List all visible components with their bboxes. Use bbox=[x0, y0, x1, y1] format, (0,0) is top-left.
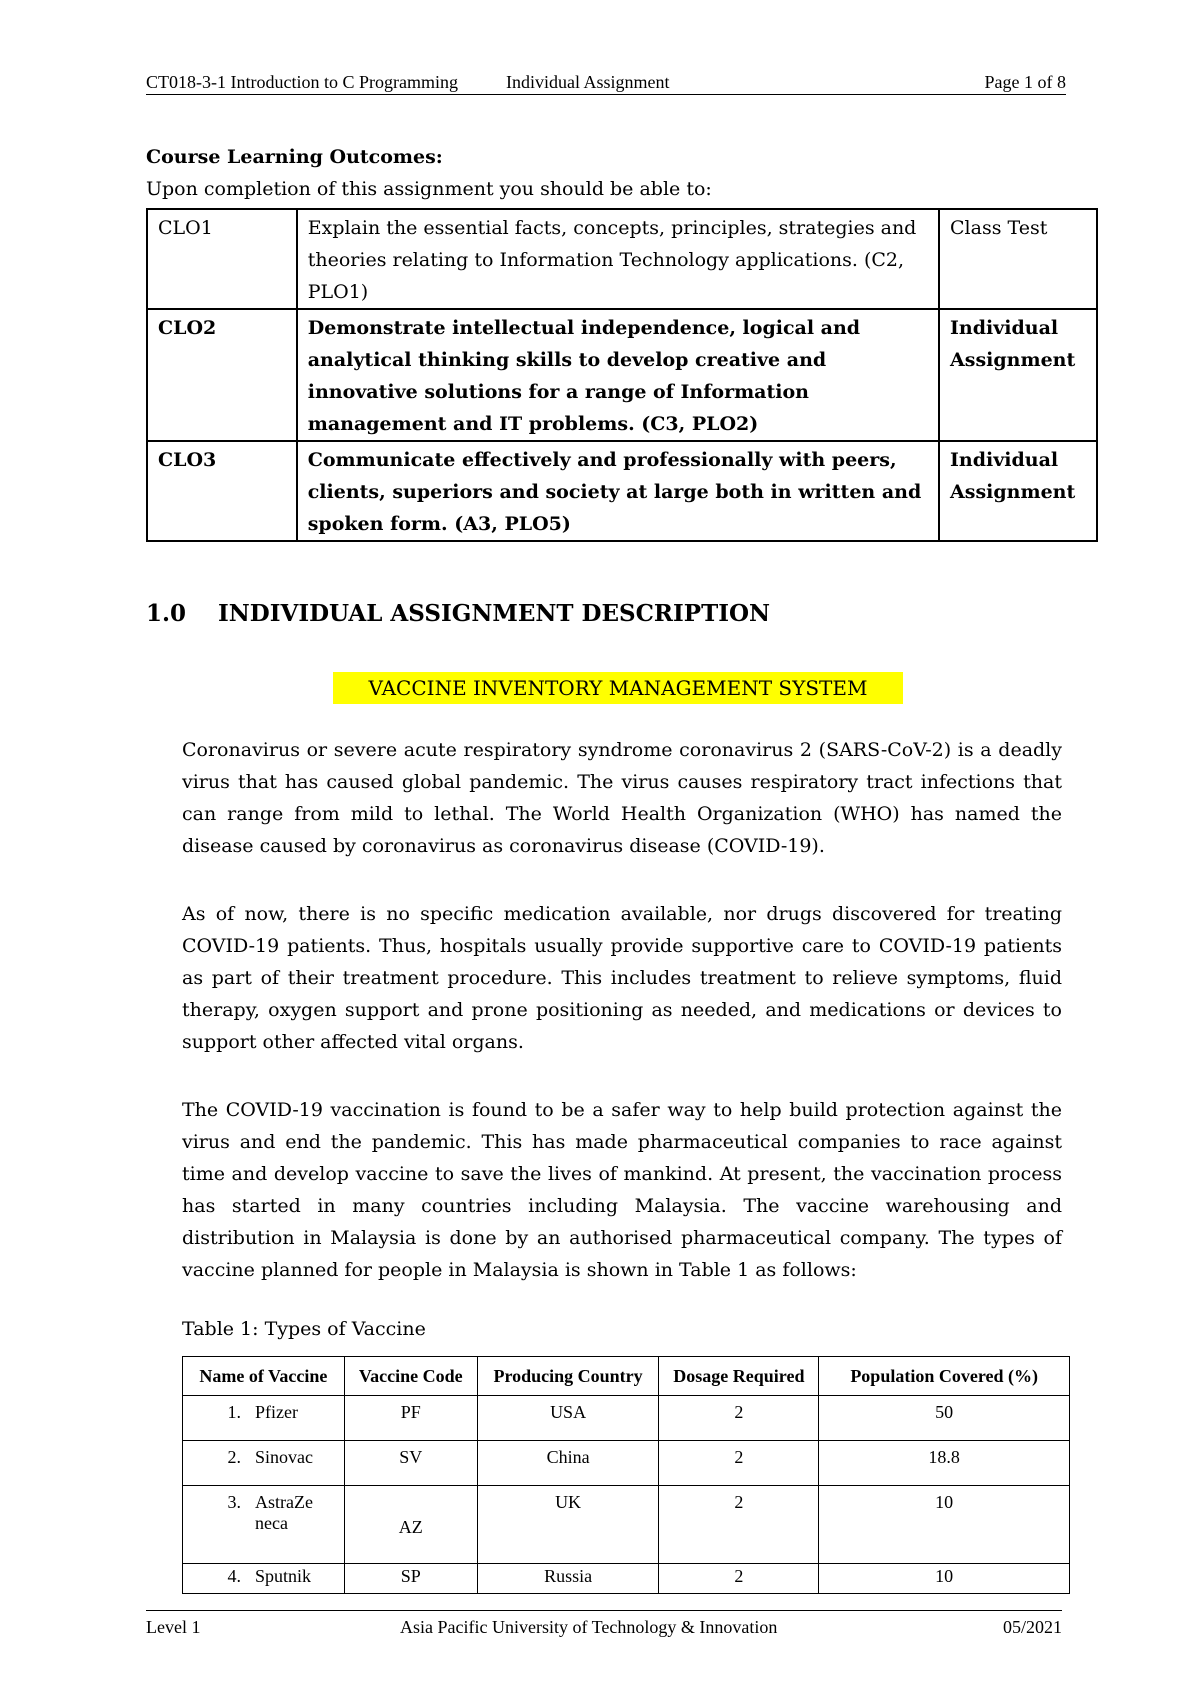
table-row bbox=[183, 1564, 1070, 1594]
clo-intro: Upon completion of this assignment you should be able to: bbox=[146, 178, 712, 200]
header-assignment-type: Individual Assignment bbox=[506, 72, 670, 92]
vaccine-name-continued: neca bbox=[255, 1513, 288, 1533]
dosage-required: 2 bbox=[659, 1441, 819, 1486]
clo-assessment: Class Test bbox=[939, 209, 1097, 309]
population-covered: 10 bbox=[819, 1564, 1070, 1594]
table-row bbox=[183, 1396, 1070, 1441]
header-course: CT018-3-1 Introduction to C Programming bbox=[146, 72, 458, 92]
population-covered: 18.8 bbox=[819, 1441, 1070, 1486]
dosage-required: 2 bbox=[659, 1486, 819, 1564]
section-title: INDIVIDUAL ASSIGNMENT DESCRIPTION bbox=[218, 600, 771, 627]
row-number: 1. bbox=[227, 1402, 241, 1422]
paragraph: As of now, there is no specific medication available, nor drugs discovered for treating COVID-19 patients. Thus, hospitals usually provide supportive care to COVID-19 patients as part of their treatment procedure. This includes treatment to relieve symptoms, fluid therapy, oxygen support and prone positioning as needed, and medications or devices to support other affected vital organs. bbox=[182, 903, 1062, 1053]
row-number: 3. bbox=[227, 1492, 241, 1512]
vaccine-code: SV bbox=[344, 1441, 477, 1486]
vaccine-name-cell bbox=[183, 1396, 345, 1441]
vaccine-code: SP bbox=[344, 1564, 477, 1594]
vaccine-name: Pfizer bbox=[255, 1402, 298, 1422]
producing-country: China bbox=[477, 1441, 659, 1486]
clo-code: CLO2 bbox=[147, 309, 297, 441]
page-header bbox=[146, 72, 1066, 95]
population-covered: 10 bbox=[819, 1486, 1070, 1564]
footer-level: Level 1 bbox=[146, 1617, 201, 1637]
producing-country: Russia bbox=[477, 1564, 659, 1594]
vaccine-name: AstraZe bbox=[255, 1492, 313, 1512]
producing-country: USA bbox=[477, 1396, 659, 1441]
producing-country: UK bbox=[477, 1486, 659, 1564]
column-header: Dosage Required bbox=[659, 1357, 819, 1396]
table-row bbox=[183, 1486, 1070, 1564]
dosage-required: 2 bbox=[659, 1564, 819, 1594]
population-covered: 50 bbox=[819, 1396, 1070, 1441]
row-number: 4. bbox=[227, 1566, 241, 1586]
vaccine-name-cell bbox=[183, 1564, 345, 1594]
vaccine-name-cell bbox=[183, 1441, 345, 1486]
vaccine-name: Sinovac bbox=[255, 1447, 313, 1467]
column-header: Population Covered (%) bbox=[819, 1357, 1070, 1396]
vaccine-name: Sputnik bbox=[255, 1566, 312, 1586]
system-title: VACCINE INVENTORY MANAGEMENT SYSTEM bbox=[333, 672, 903, 704]
footer-date: 05/2021 bbox=[1002, 1617, 1062, 1637]
vaccine-code: PF bbox=[344, 1396, 477, 1441]
table-row bbox=[183, 1441, 1070, 1486]
footer-university: Asia Pacific University of Technology & Innovation bbox=[400, 1617, 778, 1637]
clo-assessment: Individual Assignment bbox=[939, 441, 1097, 541]
clo-description: Demonstrate intellectual independence, logical and analytical thinking skills to develop creative and innovative solutions for a range of Information management and IT problems. (C3, PLO2) bbox=[297, 309, 939, 441]
clo-table bbox=[146, 208, 1098, 542]
vaccine-name-cell bbox=[183, 1486, 345, 1564]
vaccine-table bbox=[182, 1356, 1070, 1594]
paragraph: The COVID-19 vaccination is found to be a safer way to help build protection against the virus and end the pandemic. This has made pharmaceutical companies to race against time and develop vaccine to save the lives of mankind. At present, the vaccination process has started in many countries including Malaysia. The vaccine warehousing and distribution in Malaysia is done by an authorised pharmaceutical company. The types of vaccine planned for people in Malaysia is shown in Table 1 as follows: bbox=[182, 1099, 1062, 1281]
column-header: Name of Vaccine bbox=[183, 1357, 345, 1396]
clo-description: Explain the essential facts, concepts, principles, strategies and theories relating to Information Technology applications. (C2, PLO1) bbox=[297, 209, 939, 309]
vaccine-code: AZ bbox=[344, 1486, 477, 1564]
clo-row bbox=[147, 441, 1097, 541]
table-header-row bbox=[183, 1357, 1070, 1396]
column-header: Producing Country bbox=[477, 1357, 659, 1396]
column-header: Vaccine Code bbox=[344, 1357, 477, 1396]
clo-row bbox=[147, 309, 1097, 441]
dosage-required: 2 bbox=[659, 1396, 819, 1441]
page-footer bbox=[146, 1610, 1062, 1637]
paragraph: Coronavirus or severe acute respiratory syndrome coronavirus 2 (SARS-CoV-2) is a deadly virus that has caused global pandemic. The virus causes respiratory tract infections that can range from mild to lethal. The World Health Organization (WHO) has named the disease caused by coronavirus as coronavirus disease (COVID-19). bbox=[182, 739, 1062, 857]
clo-description: Communicate effectively and professionally with peers, clients, superiors and society at large both in written and spoken form. (A3, PLO5) bbox=[297, 441, 939, 541]
section-heading bbox=[146, 600, 770, 627]
row-number: 2. bbox=[227, 1447, 241, 1467]
clo-code: CLO3 bbox=[147, 441, 297, 541]
table-caption: Table 1: Types of Vaccine bbox=[182, 1318, 426, 1340]
header-page-number: Page 1 of 8 bbox=[984, 72, 1066, 92]
clo-code: CLO1 bbox=[147, 209, 297, 309]
clo-assessment: Individual Assignment bbox=[939, 309, 1097, 441]
clo-heading: Course Learning Outcomes: bbox=[146, 146, 443, 168]
section-number: 1.0 bbox=[146, 600, 187, 627]
clo-row bbox=[147, 209, 1097, 309]
